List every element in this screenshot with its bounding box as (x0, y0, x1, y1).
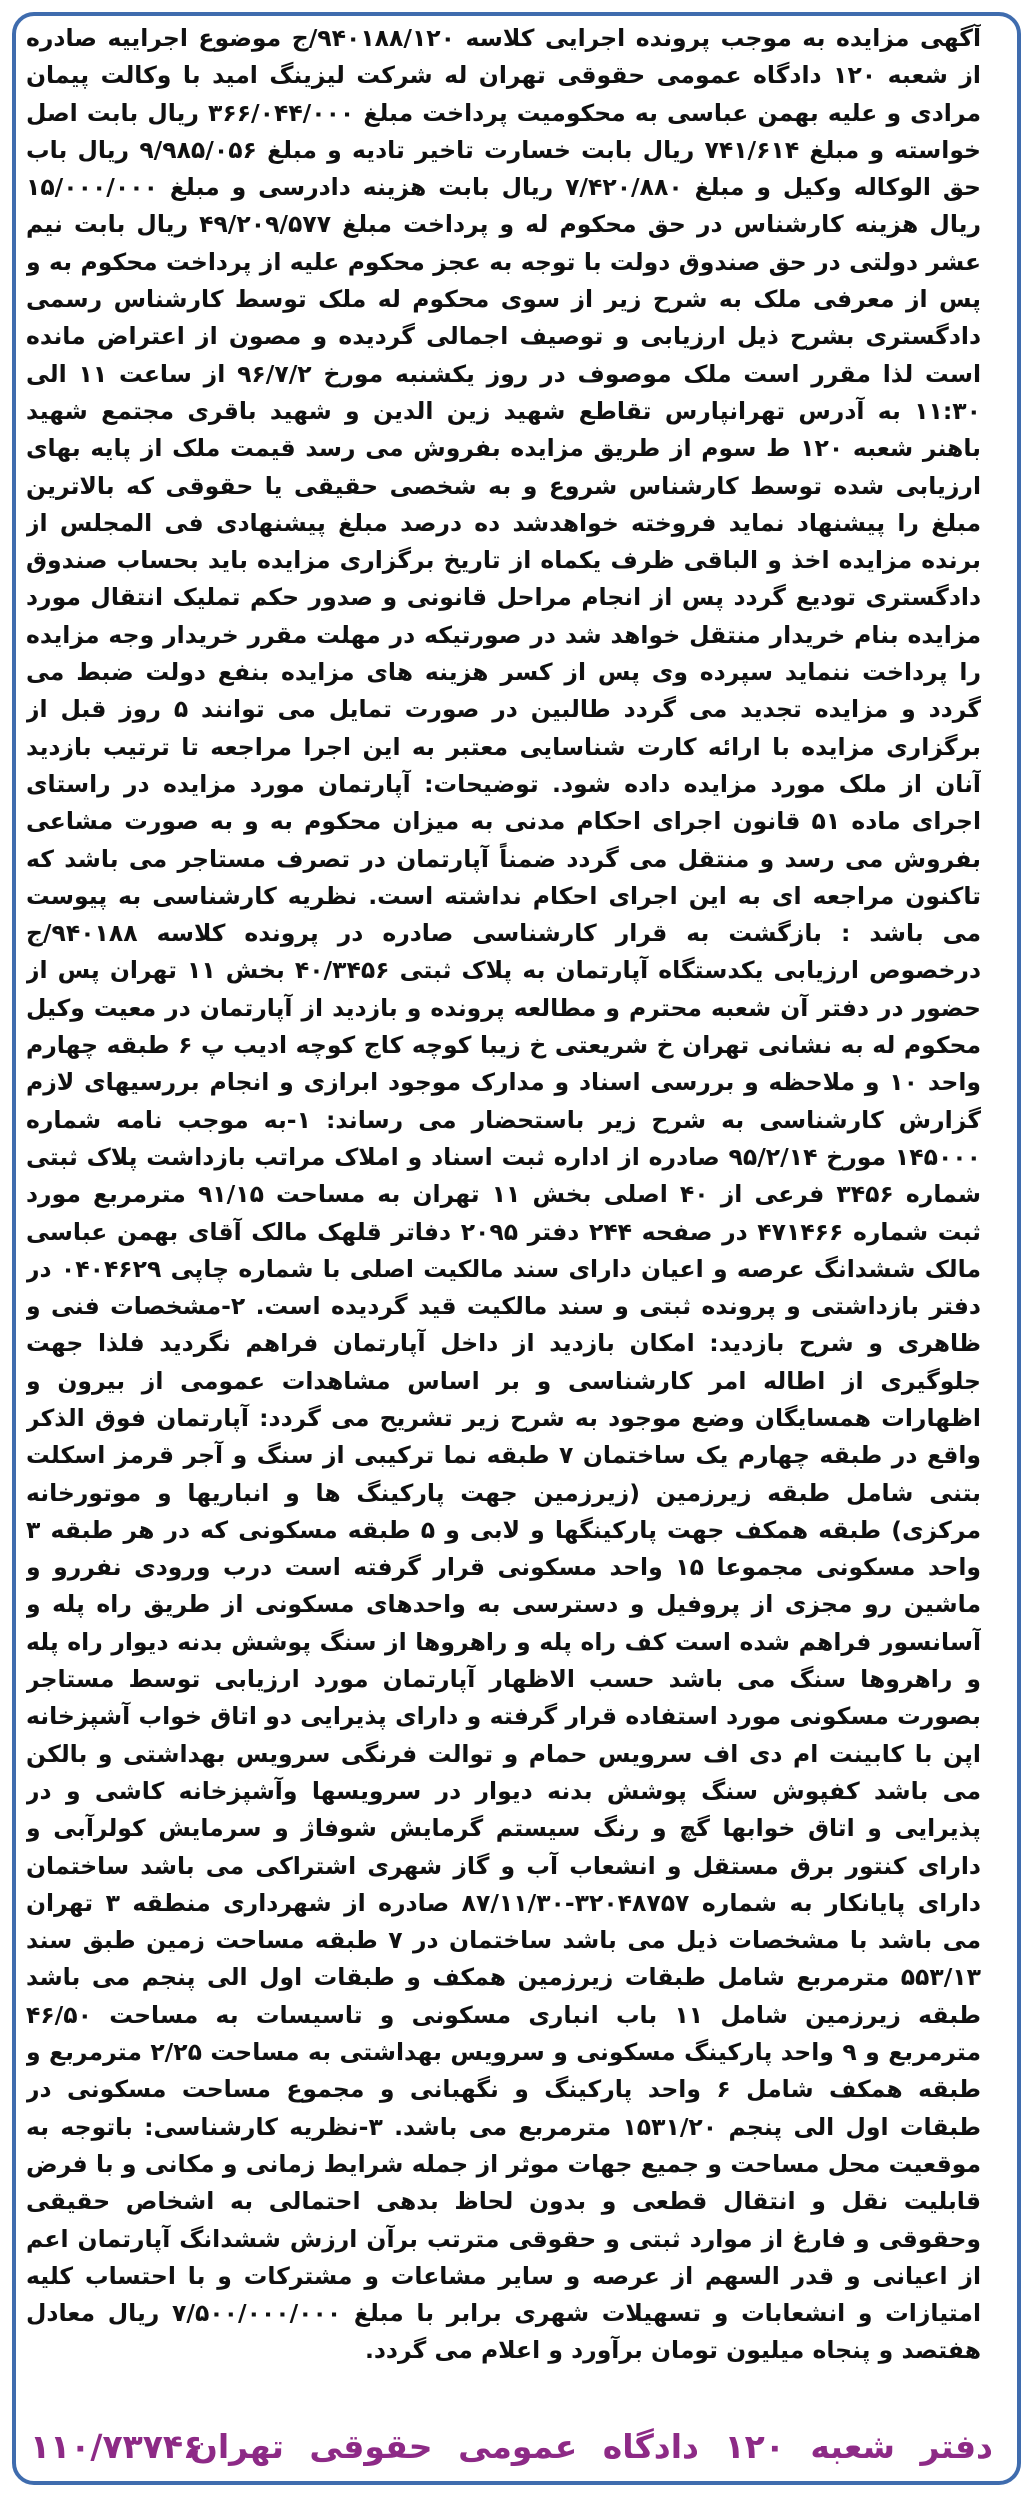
court-office-signature: دفتر شعبه ۱۲۰ دادگاه عمومی حقوقی تهران (189, 2427, 993, 2466)
notice-footer (30, 2424, 993, 2470)
auction-notice-text: آگهی مزایده به موجب پرونده اجرایی کلاسه ۹۴۰۱۸۸/۱۲۰/ج موضوع اجراییه صادره از شعبه ۱۲۰ دادگاه عمومی حقوقی تهران له شرکت لیزینگ امید با وکالت پیمان مرادی و علیه بهمن عباسی به محکومیت پرداخت مبلغ ۳۶۶/۰۴۴/۰۰۰ ریال بابت اصل خواسته و مبلغ ۷۴۱/۶۱۴ ریال بابت خسارت تاخیر تادیه و مبلغ ۹/۹۸۵/۰۵۶ ریال باب حق الوکاله وکیل و مبلغ ۷/۴۲۰/۸۸۰ ریال بابت هزینه دادرسی و مبلغ ۱۵/۰۰۰/۰۰۰ ریال هزینه کارشناس در حق محکوم له و پرداخت مبلغ ۴۹/۲۰۹/۵۷۷ ریال بابت نیم عشر دولتی در حق صندوق دولت با توجه به عجز محکوم علیه از پرداخت محکوم به و پس از معرفی ملک به شرح زیر از سوی محکوم له ملک توسط کارشناس رسمی دادگستری بشرح ذیل ارزیابی و توصیف اجمالی گردیده و مصون از اعتراض مانده است لذا مقرر است ملک موصوف در روز یکشنبه مورخ ۹۶/۷/۲ از ساعت ۱۱ الی ۱۱:۳۰ به آدرس تهرانپارس تقاطع شهید زین الدین و شهید باقری مجتمع شهید باهنر شعبه ۱۲۰ ط سوم از طریق مزایده بفروش می رسد قیمت ملک از پایه بهای ارزیابی شده توسط کارشناس شروع و به شخصی حقیقی یا حقوقی که بالاترین مبلغ را پیشنهاد نماید فروخته خواهدشد ده درصد مبلغ پیشنهادی فی المجلس از برنده مزایده اخذ و الباقی ظرف یکماه از تاریخ برگزاری مزایده باید بحساب صندوق دادگستری تودیع گردد پس از انجام مراحل قانونی و صدور حکم تملیک انتقال مورد مزایده بنام خریدار منتقل خواهد شد در صورتیکه در مهلت مقرر خریدار وجه مزایده را پرداخت ننماید سپرده وی پس از کسر هزینه های مزایده بنفع دولت ضبط می گردد و مزایده تجدید می گردد طالبین در صورت تمایل می توانند ۵ روز قبل از برگزاری مزایده با ارائه کارت شناسایی معتبر به این اجرا مراجعه تا ترتیب بازدید آنان از ملک مورد مزایده داده شود. توضیحات: آپارتمان مورد مزایده در راستای اجرای ماده ۵۱ قانون اجرای احکام مدنی به میزان محکوم به و به صورت مشاعی بفروش می رسد و منتقل می گردد ضمناً آپارتمان در تصرف مستاجر می باشد که تاکنون مراجعه ای به این اجرای احکام نداشته است. نظریه کارشناسی به پیوست می باشد : بازگشت به قرار کارشناسی صادره در پرونده کلاسه ۹۴۰۱۸۸/ج درخصوص ارزیابی یکدستگاه آپارتمان به پلاک ثبتی ۴۰/۳۴۵۶ بخش ۱۱ تهران پس از حضور در دفتر آن شعبه محترم و مطالعه پرونده و بازدید از آپارتمان در معیت وکیل محکوم له به نشانی تهران خ شریعتی خ زیبا کوچه کاج کوچه ادیب پ ۶ طبقه چهارم واحد ۱۰ و ملاحظه و بررسی اسناد و مدارک موجود ابرازی و انجام بررسیهای لازم گزارش کارشناسی به شرح زیر باستحضار می رساند: ۱-به موجب نامه شماره ۱۴۵۰۰۰ مورخ ۹۵/۲/۱۴ صادره از اداره ثبت اسناد و املاک مراتب بازداشت پلاک ثبتی شماره ۳۴۵۶ فرعی از ۴۰ اصلی بخش ۱۱ تهران به مساحت ۹۱/۱۵ مترمربع مورد ثبت شماره ۴۷۱۴۶۶ در صفحه ۲۴۴ دفتر ۲۰۹۵ دفاتر قلهک مالک آقای بهمن عباسی مالک ششدانگ عرصه و اعیان دارای سند مالکیت اصلی با شماره چاپی ۰۴۰۴۶۲۹ در دفتر بازداشتی و پرونده ثبتی و سند مالکیت قید گردیده است. ۲-مشخصات فنی و ظاهری و شرح بازدید: امکان بازدید از داخل آپارتمان فراهم نگردید فلذا جهت جلوگیری از اطاله امر کارشناسی و بر اساس مشاهدات عمومی از بیرون و اظهارات همسایگان وضع موجود به شرح زیر تشریح می گردد: آپارتمان فوق الذکر واقع در طبقه چهارم یک ساختمان ۷ طبقه نما ترکیبی از سنگ و آجر قرمز اسکلت بتنی شامل طبقه زیرزمین (زیرزمین جهت پارکینگ ها و انباریها و موتورخانه مرکزی) طبقه همکف جهت پارکینگها و لابی و ۵ طبقه مسکونی که در هر طبقه ۳ واحد مسکونی مجموعا ۱۵ واحد مسکونی قرار گرفته است درب ورودی نفررو و ماشین رو مجزی از پروفیل و دسترسی به واحدهای مسکونی از طریق راه پله و آسانسور فراهم شده است کف راه پله و راهروها از سنگ پوشش بدنه دیوار راه پله و راهروها سنگ می باشد حسب الاظهار آپارتمان مورد ارزیابی توسط مستاجر بصورت مسکونی مورد استفاده قرار گرفته و دارای پذیرایی دو اتاق خواب آشپزخانه اپن با کابینت ام دی اف سرویس حمام و توالت فرنگی سرویس بهداشتی و بالکن می باشد کفپوش سنگ پوشش بدنه دیوار در سرویسها وآشپزخانه کاشی و در پذیرایی و اتاق خوابها گچ و رنگ سیستم گرمایش شوفاژ و سرمایش کولرآبی و دارای کنتور برق مستقل و انشعاب آب و گاز شهری اشتراکی می باشد ساختمان دارای پایانکار به شماره ۳۲۰۴۸۷۵۷-۸۷/۱۱/۳۰ صادره از شهرداری منطقه ۳ تهران می باشد با مشخصات ذیل می باشد ساختمان در ۷ طبقه مساحت زمین طبق سند ۵۵۳/۱۳ مترمربع شامل طبقات زیرزمین همکف و طبقات اول الی پنجم می باشد طبقه زیرزمین شامل ۱۱ باب انباری مسکونی و تاسیسات به مساحت ۴۶/۵۰ مترمربع و ۹ واحد پارکینگ مسکونی و سرویس بهداشتی به مساحت ۲/۲۵ مترمربع و طبقه همکف شامل ۶ واحد پارکینگ و نگهبانی و مجموع مساحت مسکونی در طبقات اول الی پنجم ۱۵۳۱/۲۰ مترمربع می باشد. ۳-نظریه کارشناسی: باتوجه به موقعیت محل مساحت و جمیع جهات موثر از جمله شرایط زمانی و مکانی و با فرض قابلیت نقل و انتقال قطعی و بدون لحاظ بدهی احتمالی به اشخاص حقیقی وحقوقی و فارغ از موارد ثبتی و حقوقی مترتب برآن ارزش ششدانگ آپارتمان اعم از اعیانی و قدر السهم از عرصه و سایر مشاعات و مشترکات و با احتساب کلیه امتیازات و انشعابات و تسهیلات شهری برابر با مبلغ ۷/۵۰۰/۰۰۰/۰۰۰ ریال معادل هفتصد و پنجاه میلیون تومان برآورد و اعلام می گردد. (26, 24, 981, 2365)
notice-reference-number: ۱۱۰/۷۳۷۴۶ (30, 2427, 204, 2466)
